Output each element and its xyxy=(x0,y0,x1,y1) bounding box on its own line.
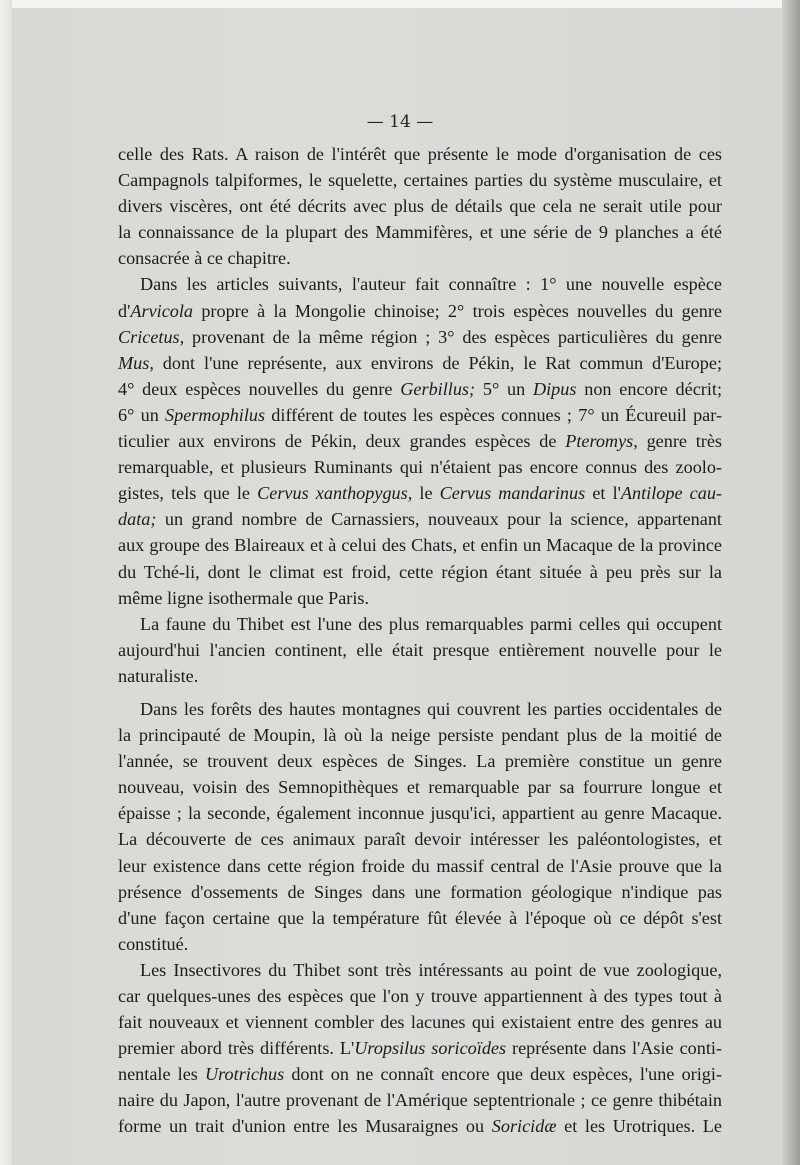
text-line: nouveau, voisin des Semnopithèques et remarquable par sa fourrure longue et xyxy=(118,777,722,798)
text-line: d'une façon certaine que la température fût élevée à l'époque où ce dépôt s'est xyxy=(118,907,722,928)
text-line: Mus, dont l'une représente, aux environs de Pékin, le Rat commun d'Europe; xyxy=(118,352,722,373)
text-line: Dans les articles suivants, l'auteur fait connaître : 1° une nouvelle espèce xyxy=(140,274,722,295)
text-line: d'Arvicola propre à la Mongolie chinoise; 2° trois espèces nouvelles du genre xyxy=(118,300,722,321)
text-line: 6° un Spermophilus différent de toutes les espèces connues ; 7° un Écureuil par- xyxy=(118,404,722,425)
text-line: La faune du Thibet est l'une des plus remarquables parmi celles qui occupent xyxy=(140,613,722,634)
text-line: aujourd'hui l'ancien continent, elle était presque entièrement nouvelle pour le xyxy=(118,639,722,660)
text-line: La découverte de ces animaux paraît devoir intéresser les paléontologistes, et xyxy=(118,829,722,850)
text-line: divers viscères, ont été décrits avec plus de détails que cela ne serait utile pour xyxy=(118,196,722,217)
text-line: naire du Japon, l'autre provenant de l'Amérique septentrionale ; ce genre thibétain xyxy=(118,1090,722,1111)
text-line: premier abord très différents. L'Uropsilus soricoïdes représente dans l'Asie conti- xyxy=(118,1038,722,1059)
text-line: Campagnols talpiformes, le squelette, certaines parties du système musculaire, et xyxy=(118,170,722,191)
text-line: Cricetus, provenant de la même région ; 3° des espèces particulières du genre xyxy=(118,326,722,347)
text-line: celle des Rats. A raison de l'intérêt que présente le mode d'organisation de ces xyxy=(118,144,722,164)
text-line: constitué. xyxy=(118,933,189,954)
page-number: — 14 — xyxy=(366,112,434,132)
text-line: forme un trait d'union entre les Musaraignes ou Soricidæ et les Urotriques. Le xyxy=(118,1116,722,1137)
scan-border-left xyxy=(0,0,12,1165)
text-line: leur existence dans cette région froide du massif central de l'Asie prouve que la xyxy=(118,855,722,876)
text-line: la connaissance de la plupart des Mammifères, et une série de 9 planches a été xyxy=(118,222,722,243)
text-line: consacrée à ce chapitre. xyxy=(118,248,291,269)
body-text xyxy=(118,141,722,1140)
text-line: gistes, tels que le Cervus xanthopygus, le Cervus mandarinus et l'Antilope cau- xyxy=(118,483,722,504)
text-line: ticulier aux environs de Pékin, deux grandes espèces de Pteromys, genre très xyxy=(118,431,722,452)
text-line: nentale les Urotrichus dont on ne connaît encore que deux espèces, l'une origi- xyxy=(118,1064,722,1085)
paragraph-gap xyxy=(118,689,722,696)
text-line: remarquable, et plusieurs Ruminants qui n'étaient pas encore connus des zoolo- xyxy=(118,457,722,478)
text-line: présence d'ossements de Singes dans une formation géologique n'indique pas xyxy=(118,881,722,902)
text-line: épaisse ; la seconde, également inconnue jusqu'ici, appartient au genre Macaque. xyxy=(118,803,722,824)
text-line: car quelques-unes des espèces que l'on y trouve appartiennent à des types tout à xyxy=(118,986,722,1006)
scan-border-right xyxy=(782,0,800,1165)
text-line: 4° deux espèces nouvelles du genre Gerbillus; 5° un Dipus non encore décrit; xyxy=(118,378,722,399)
text-line: Les Insectivores du Thibet sont très intéressants au point de vue zoologique, xyxy=(140,959,722,980)
text-line: fait nouveaux et viennent combler des lacunes qui existaient entre des genres au xyxy=(118,1012,722,1033)
text-line: même ligne isothermale que Paris. xyxy=(118,587,370,608)
text-line: data; un grand nombre de Carnassiers, nouveaux pour la science, appartenant xyxy=(118,509,722,530)
text-line: aux groupe des Blaireaux et à celui des Chats, et enfin un Macaque de la province xyxy=(118,535,722,556)
text-line: l'année, se trouvent deux espèces de Singes. La première constitue un genre xyxy=(118,751,722,772)
text-line: du Tché-li, dont le climat est froid, cette région étant située à peu près sur la xyxy=(118,561,722,582)
text-line: naturaliste. xyxy=(118,665,199,686)
text-line: Dans les forêts des hautes montagnes qui couvrent les parties occidentales de xyxy=(140,698,722,719)
text-line: la principauté de Moupin, là où la neige persiste pendant plus de la moitié de xyxy=(118,725,722,746)
